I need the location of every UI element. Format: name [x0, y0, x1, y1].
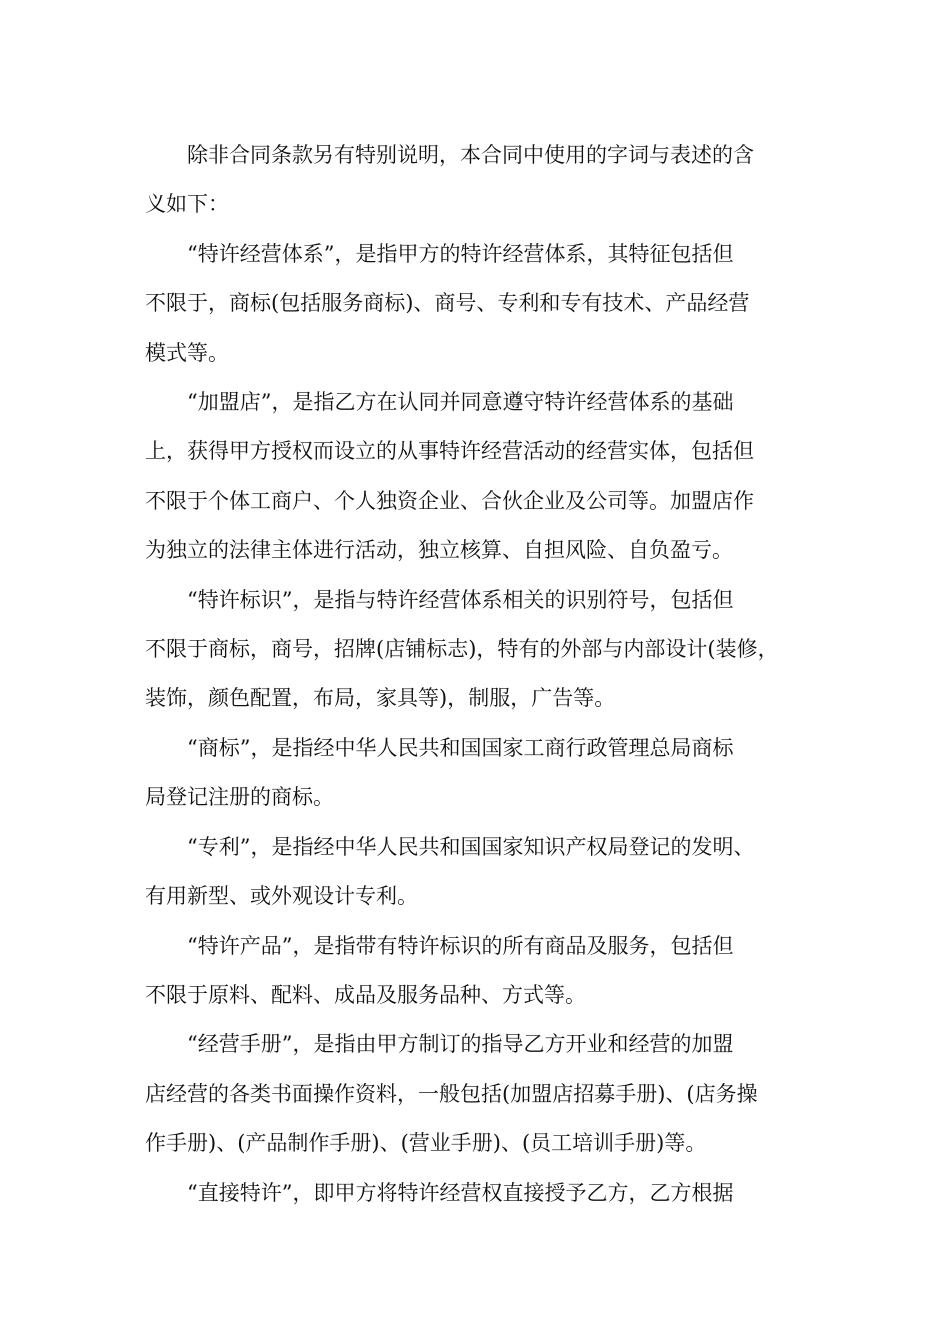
paragraph-line: 不限于原料、配料、成品及服务品种、方式等。 — [145, 982, 586, 1007]
paragraph-line: “特许产品”，是指带有特许标识的所有商品及服务，包括但 — [187, 933, 734, 958]
paragraph-line: 装饰，颜色配置，布局，家具等)，制服，广告等。 — [145, 686, 616, 711]
paragraph-line: “专利”，是指经中华人民共和国国家知识产权局登记的发明、 — [187, 834, 755, 859]
document-body — [145, 131, 810, 1218]
paragraph-franchise-marks — [145, 576, 810, 724]
paragraph-operations-manual — [145, 1020, 810, 1168]
paragraph-line: 店经营的各类书面操作资料，一般包括(加盟店招募手册)、(店务操 — [145, 1081, 758, 1106]
paragraph-line: 上，获得甲方授权而设立的从事特许经营活动的经营实体，包括但 — [145, 439, 754, 464]
paragraph-franchise-system — [145, 230, 810, 378]
paragraph-direct-franchise — [145, 1169, 810, 1218]
paragraph-line: “加盟店”，是指乙方在认同并同意遵守特许经营体系的基础 — [187, 390, 734, 415]
paragraph-line: 模式等。 — [145, 340, 229, 365]
paragraph-line: “商标”，是指经中华人民共和国国家工商行政管理总局商标 — [187, 735, 734, 760]
paragraph-patent — [145, 823, 810, 922]
paragraph-line: 不限于，商标(包括服务商标)、商号、专利和专有技术、产品经营 — [145, 291, 750, 316]
paragraph-line: 有用新型、或外观设计专利。 — [145, 884, 418, 909]
paragraph-line: 除非合同条款另有特别说明，本合同中使用的字词与表述的含 — [187, 143, 754, 167]
paragraph-line: “特许标识”，是指与特许经营体系相关的识别符号，包括但 — [187, 587, 734, 612]
paragraph-franchise-products — [145, 922, 810, 1021]
paragraph-line: 作手册)、(产品制作手册)、(营业手册)、(员工培训手册)等。 — [145, 1131, 707, 1156]
paragraph-line: “直接特许”，即甲方将特许经营权直接授予乙方，乙方根据 — [187, 1180, 734, 1205]
paragraph-line: 不限于个体工商户、个人独资企业、合伙企业及公司等。加盟店作 — [145, 488, 754, 513]
paragraph-definitions-intro — [145, 131, 810, 230]
paragraph-line: 不限于商标，商号，招牌(店铺标志)，特有的外部与内部设计(装修， — [145, 637, 779, 662]
paragraph-line: “经营手册”，是指由甲方制订的指导乙方开业和经营的加盟 — [187, 1032, 734, 1057]
paragraph-line: 义如下： — [145, 192, 229, 217]
paragraph-line: 为独立的法律主体进行活动，独立核算、自担风险、自负盈亏。 — [145, 538, 733, 563]
paragraph-trademark — [145, 724, 810, 823]
paragraph-line: “特许经营体系”，是指甲方的特许经营体系，其特征包括但 — [187, 241, 734, 266]
paragraph-line: 局登记注册的商标。 — [145, 785, 334, 810]
paragraph-franchise-store — [145, 378, 810, 576]
